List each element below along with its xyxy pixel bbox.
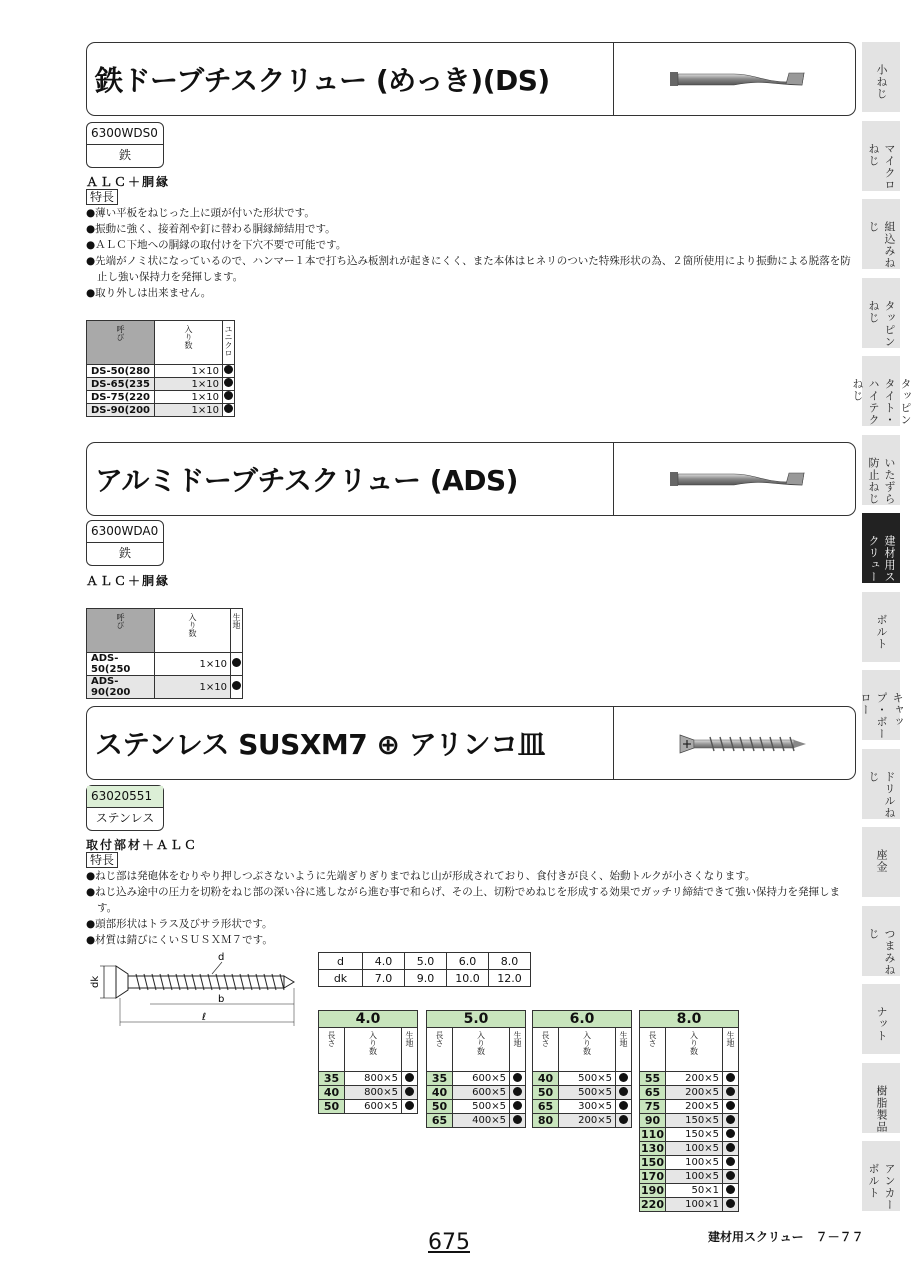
dim-row	[319, 953, 531, 970]
table-row	[87, 391, 235, 404]
availability-dot	[723, 1142, 739, 1156]
pack-qty: 1×10	[155, 676, 231, 699]
part-name: DS-90(200	[87, 404, 155, 417]
pack-qty: 1×10	[155, 653, 231, 676]
application-label: ＡＬＣ＋胴縁	[86, 574, 171, 588]
pack-qty: 300×5	[559, 1100, 616, 1114]
availability-dot	[723, 1100, 739, 1114]
col-header: 長さ	[319, 1028, 345, 1072]
length-cell: 65	[640, 1086, 666, 1100]
table-row	[87, 378, 235, 391]
size-header: 4.0	[319, 1011, 418, 1028]
table-row	[427, 1072, 526, 1086]
length-cell: 50	[533, 1086, 559, 1100]
feature-item: ●先端がノミ状になっているので、ハンマー１本で打ち込み板割れが起きにくく、また本体はヒネリのついた特殊形状の為、２箇所使用により振動による脱落を防止し強い保持力を発揮します。	[86, 255, 851, 283]
product-code-tag	[86, 520, 164, 566]
features-list	[86, 868, 858, 948]
product-title: 鉄ドーブチスクリュー (めっき)(DS)	[95, 64, 550, 97]
section-tab[interactable]	[851, 356, 912, 430]
product-header-ads	[86, 442, 856, 516]
availability-dot	[723, 1170, 739, 1184]
dim-cell: 4.0	[363, 953, 405, 970]
length-cell: 75	[640, 1100, 666, 1114]
product-code: 63020551	[87, 786, 163, 808]
application-label: ＡＬＣ＋胴縁	[86, 175, 171, 189]
part-name: ADS-50(250	[87, 653, 155, 676]
size-header: 5.0	[427, 1011, 526, 1028]
dim-cell: 9.0	[405, 970, 447, 987]
col-header: ユニクロ	[223, 321, 235, 365]
availability-dot	[723, 1184, 739, 1198]
col-header: 生地	[510, 1028, 526, 1072]
section-tabs	[851, 42, 912, 1220]
section-tab[interactable]	[862, 984, 900, 1058]
length-cell: 80	[533, 1114, 559, 1128]
length-cell: 130	[641, 1142, 664, 1155]
dim-row	[319, 970, 531, 987]
section-tab-label: 建材用スクリュー	[867, 535, 896, 583]
table-row	[87, 365, 235, 378]
pack-qty: 800×5	[345, 1086, 402, 1100]
spec-table-ads	[86, 608, 243, 699]
section-tab[interactable]	[862, 1141, 900, 1215]
dim-cell: dk	[319, 970, 363, 987]
dim-cell: 10.0	[447, 970, 489, 987]
size-table	[426, 1010, 526, 1128]
section-tab[interactable]	[862, 592, 900, 666]
section-tab[interactable]	[862, 278, 900, 352]
feature-item: ●取り外しは出来ません。	[86, 287, 212, 299]
section-tab-label: ドリルねじ	[867, 770, 896, 819]
part-name: ADS-90(200	[87, 676, 155, 699]
product-header-ds	[86, 42, 856, 116]
section-footer: 建材用スクリュー ７－７７	[708, 1230, 864, 1244]
table-row	[533, 1072, 632, 1086]
feature-item: ●ねじ込み途中の圧力を切粉をねじ部の深い谷に逃しながら進む事で和らげ、その上、切粉でめねじを形成する効果でガッチリ締結できて強い保持力を発揮します。	[86, 886, 841, 914]
section-tab[interactable]	[862, 121, 900, 195]
pack-qty: 600×5	[453, 1086, 510, 1100]
section-tab[interactable]	[862, 513, 900, 587]
length-cell: 55	[640, 1072, 666, 1086]
feature-item: ●頭部形状はトラス及びサラ形状です。	[86, 918, 273, 930]
features-list	[86, 205, 858, 301]
part-name: DS-65(235	[87, 378, 155, 391]
pack-qty: 200×5	[666, 1072, 723, 1086]
col-header: 長さ	[533, 1028, 559, 1072]
section-tab-label: マイクロねじ	[867, 142, 896, 191]
section-tab[interactable]	[862, 1063, 900, 1137]
feature-item: ●振動に強く、接着剤や釘に替わる胴縁締結用です。	[86, 223, 336, 235]
size-header: 8.0	[640, 1011, 739, 1028]
table-row	[640, 1198, 739, 1212]
col-header: 入り数	[155, 321, 223, 365]
availability-dot	[723, 1086, 739, 1100]
dim-cell: 8.0	[489, 953, 531, 970]
section-tab-label: 座金	[875, 849, 888, 873]
length-cell: 90	[640, 1114, 666, 1128]
feature-item: ●ＡＬＣ下地への胴縁の取付けを下穴不要で可能です。	[86, 239, 347, 251]
table-row	[427, 1114, 526, 1128]
size-table	[639, 1010, 739, 1212]
material: 鉄	[118, 546, 131, 560]
table-row	[319, 1072, 418, 1086]
dimension-table	[318, 952, 531, 987]
pack-qty: 200×5	[559, 1114, 616, 1128]
dim-cell: d	[319, 953, 363, 970]
table-row	[640, 1114, 739, 1128]
product-header-susxm7	[86, 706, 856, 780]
availability-dot	[723, 1072, 739, 1086]
availability-dot	[723, 1156, 739, 1170]
pack-qty: 100×1	[666, 1198, 723, 1212]
table-row	[640, 1086, 739, 1100]
col-header: 生地	[402, 1028, 418, 1072]
dim-cell: 12.0	[489, 970, 531, 987]
section-tab-label: キャップ・ボーロー	[859, 692, 904, 740]
length-cell: 65	[533, 1100, 559, 1114]
dim-b-label: b	[218, 994, 225, 1005]
length-cell: 50	[427, 1100, 453, 1114]
availability-dot	[223, 378, 235, 391]
table-row	[533, 1114, 632, 1128]
length-cell: 220	[641, 1198, 664, 1211]
table-row	[640, 1170, 739, 1184]
section-tab-label: ボルト	[875, 613, 888, 650]
feature-item: ●薄い平板をねじった上に頭が付いた形状です。	[86, 207, 315, 219]
dim-dk-label: dk	[90, 975, 101, 988]
length-cell: 35	[427, 1072, 453, 1086]
availability-dot	[402, 1100, 418, 1114]
availability-dot	[723, 1128, 739, 1142]
pack-qty: 150×5	[666, 1128, 723, 1142]
table-row	[319, 1100, 418, 1114]
length-cell: 35	[319, 1072, 345, 1086]
table-row	[640, 1156, 739, 1170]
section-tab[interactable]	[859, 670, 904, 744]
section-tab-label: 樹脂製品	[875, 1084, 888, 1133]
pack-qty: 1×10	[155, 378, 223, 391]
availability-dot	[223, 365, 235, 378]
pack-qty: 150×5	[666, 1114, 723, 1128]
pack-qty: 1×10	[155, 404, 223, 417]
pack-qty: 100×5	[666, 1156, 723, 1170]
part-name: DS-50(280	[87, 365, 155, 378]
table-row	[640, 1128, 739, 1142]
size-table	[318, 1010, 418, 1114]
pack-qty: 200×5	[666, 1100, 723, 1114]
availability-dot	[723, 1198, 739, 1212]
table-row	[640, 1142, 739, 1156]
product-code-tag	[86, 122, 164, 168]
countersunk-screw-image	[614, 707, 856, 779]
section-tab[interactable]	[862, 199, 900, 273]
col-header: 入り数	[559, 1028, 616, 1072]
dim-cell: 5.0	[405, 953, 447, 970]
availability-dot	[510, 1086, 526, 1100]
availability-dot	[616, 1086, 632, 1100]
dim-cell: 7.0	[363, 970, 405, 987]
section-tab-label: 小ねじ	[875, 64, 888, 100]
product-code: 6300WDA0	[87, 521, 163, 543]
table-row	[533, 1100, 632, 1114]
availability-dot	[231, 676, 243, 699]
section-tab[interactable]	[862, 827, 900, 901]
availability-dot	[616, 1072, 632, 1086]
pack-qty: 800×5	[345, 1072, 402, 1086]
col-header: 入り数	[666, 1028, 723, 1072]
page-number: 675	[428, 1230, 470, 1255]
pack-qty: 100×5	[666, 1142, 723, 1156]
pack-qty: 600×5	[345, 1100, 402, 1114]
availability-dot	[510, 1114, 526, 1128]
section-tab-label: タッピンねじ	[867, 299, 896, 348]
product-code-tag	[86, 785, 164, 831]
availability-dot	[223, 404, 235, 417]
features-label: 特長	[86, 852, 118, 868]
col-header: 呼び	[87, 609, 155, 653]
screw-dimension-diagram	[84, 948, 306, 1030]
section-tab[interactable]	[862, 435, 900, 509]
table-row	[87, 653, 243, 676]
section-tab-label: 組込みねじ	[867, 221, 896, 269]
section-tab-label: アンカーボルト	[867, 1163, 896, 1211]
col-header: 生地	[616, 1028, 632, 1072]
availability-dot	[616, 1100, 632, 1114]
size-header: 6.0	[533, 1011, 632, 1028]
section-tab[interactable]	[862, 42, 900, 116]
pack-qty: 1×10	[155, 391, 223, 404]
table-row	[87, 404, 235, 417]
section-tab-label: いたずら防止ねじ	[867, 456, 896, 505]
availability-dot	[402, 1086, 418, 1100]
pack-qty: 100×5	[666, 1170, 723, 1184]
length-cell: 40	[427, 1086, 453, 1100]
availability-dot	[616, 1114, 632, 1128]
pack-qty: 400×5	[453, 1114, 510, 1128]
material: 鉄	[118, 148, 131, 162]
section-tab[interactable]	[862, 749, 900, 823]
application-label: 取付部材＋ＡＬＣ	[86, 838, 199, 852]
pack-qty: 500×5	[559, 1072, 616, 1086]
table-row	[427, 1100, 526, 1114]
pack-qty: 50×1	[666, 1184, 723, 1198]
col-header: 入り数	[453, 1028, 510, 1072]
length-cell: 150	[641, 1156, 664, 1169]
table-row	[87, 676, 243, 699]
availability-dot	[510, 1100, 526, 1114]
twisted-strip-screw-image	[614, 443, 856, 515]
features-label: 特長	[86, 189, 118, 205]
table-row	[427, 1086, 526, 1100]
availability-dot	[510, 1072, 526, 1086]
col-header: 長さ	[640, 1028, 666, 1072]
length-cell: 65	[427, 1114, 453, 1128]
availability-dot	[402, 1072, 418, 1086]
product-code: 6300WDS0	[87, 123, 163, 145]
dim-length-label: ℓ	[202, 1012, 207, 1023]
table-row	[640, 1100, 739, 1114]
pack-qty: 500×5	[453, 1100, 510, 1114]
pack-qty: 200×5	[666, 1086, 723, 1100]
pack-qty: 600×5	[453, 1072, 510, 1086]
col-header: 生地	[723, 1028, 739, 1072]
section-tab-label: つまみねじ	[867, 927, 896, 976]
pack-qty: 1×10	[155, 365, 223, 378]
table-row	[533, 1086, 632, 1100]
table-row	[640, 1072, 739, 1086]
col-header: 呼び	[87, 321, 155, 365]
feature-item: ●ねじ部は発砲体をむりやり押しつぶさないように先端ぎりぎりまでねじ山が形成されており、食付きが良く、始動トルクが小さくなります。	[86, 870, 756, 882]
length-cell: 40	[533, 1072, 559, 1086]
length-cell: 110	[641, 1128, 664, 1141]
part-name: DS-75(220	[87, 391, 155, 404]
length-cell: 40	[319, 1086, 345, 1100]
length-cell: 190	[641, 1184, 664, 1197]
product-title: ステンレス SUSXM7 ⊕ アリンコ皿	[95, 728, 546, 761]
col-header: 入り数	[155, 609, 231, 653]
availability-dot	[723, 1114, 739, 1128]
section-tab-label: ナット	[875, 1006, 888, 1042]
dim-d-label: d	[218, 952, 225, 963]
feature-item: ●材質は錆びにくいＳＵＳＸＭ７です。	[86, 934, 273, 946]
col-header: 入り数	[345, 1028, 402, 1072]
table-row	[640, 1184, 739, 1198]
col-header: 生地	[231, 609, 243, 653]
dim-cell: 6.0	[447, 953, 489, 970]
section-tab-label: タッピンタイト・ハイテクねじ	[851, 378, 912, 426]
availability-dot	[231, 653, 243, 676]
table-row	[319, 1086, 418, 1100]
twisted-strip-screw-image	[614, 43, 856, 115]
size-table	[532, 1010, 632, 1128]
length-cell: 50	[319, 1100, 345, 1114]
availability-dot	[223, 391, 235, 404]
material: ステンレス	[95, 811, 155, 825]
spec-table-ds	[86, 320, 235, 417]
product-title: アルミドーブチスクリュー (ADS)	[95, 464, 518, 497]
col-header: 長さ	[427, 1028, 453, 1072]
section-tab[interactable]	[862, 906, 900, 980]
length-cell: 170	[641, 1170, 664, 1183]
pack-qty: 500×5	[559, 1086, 616, 1100]
